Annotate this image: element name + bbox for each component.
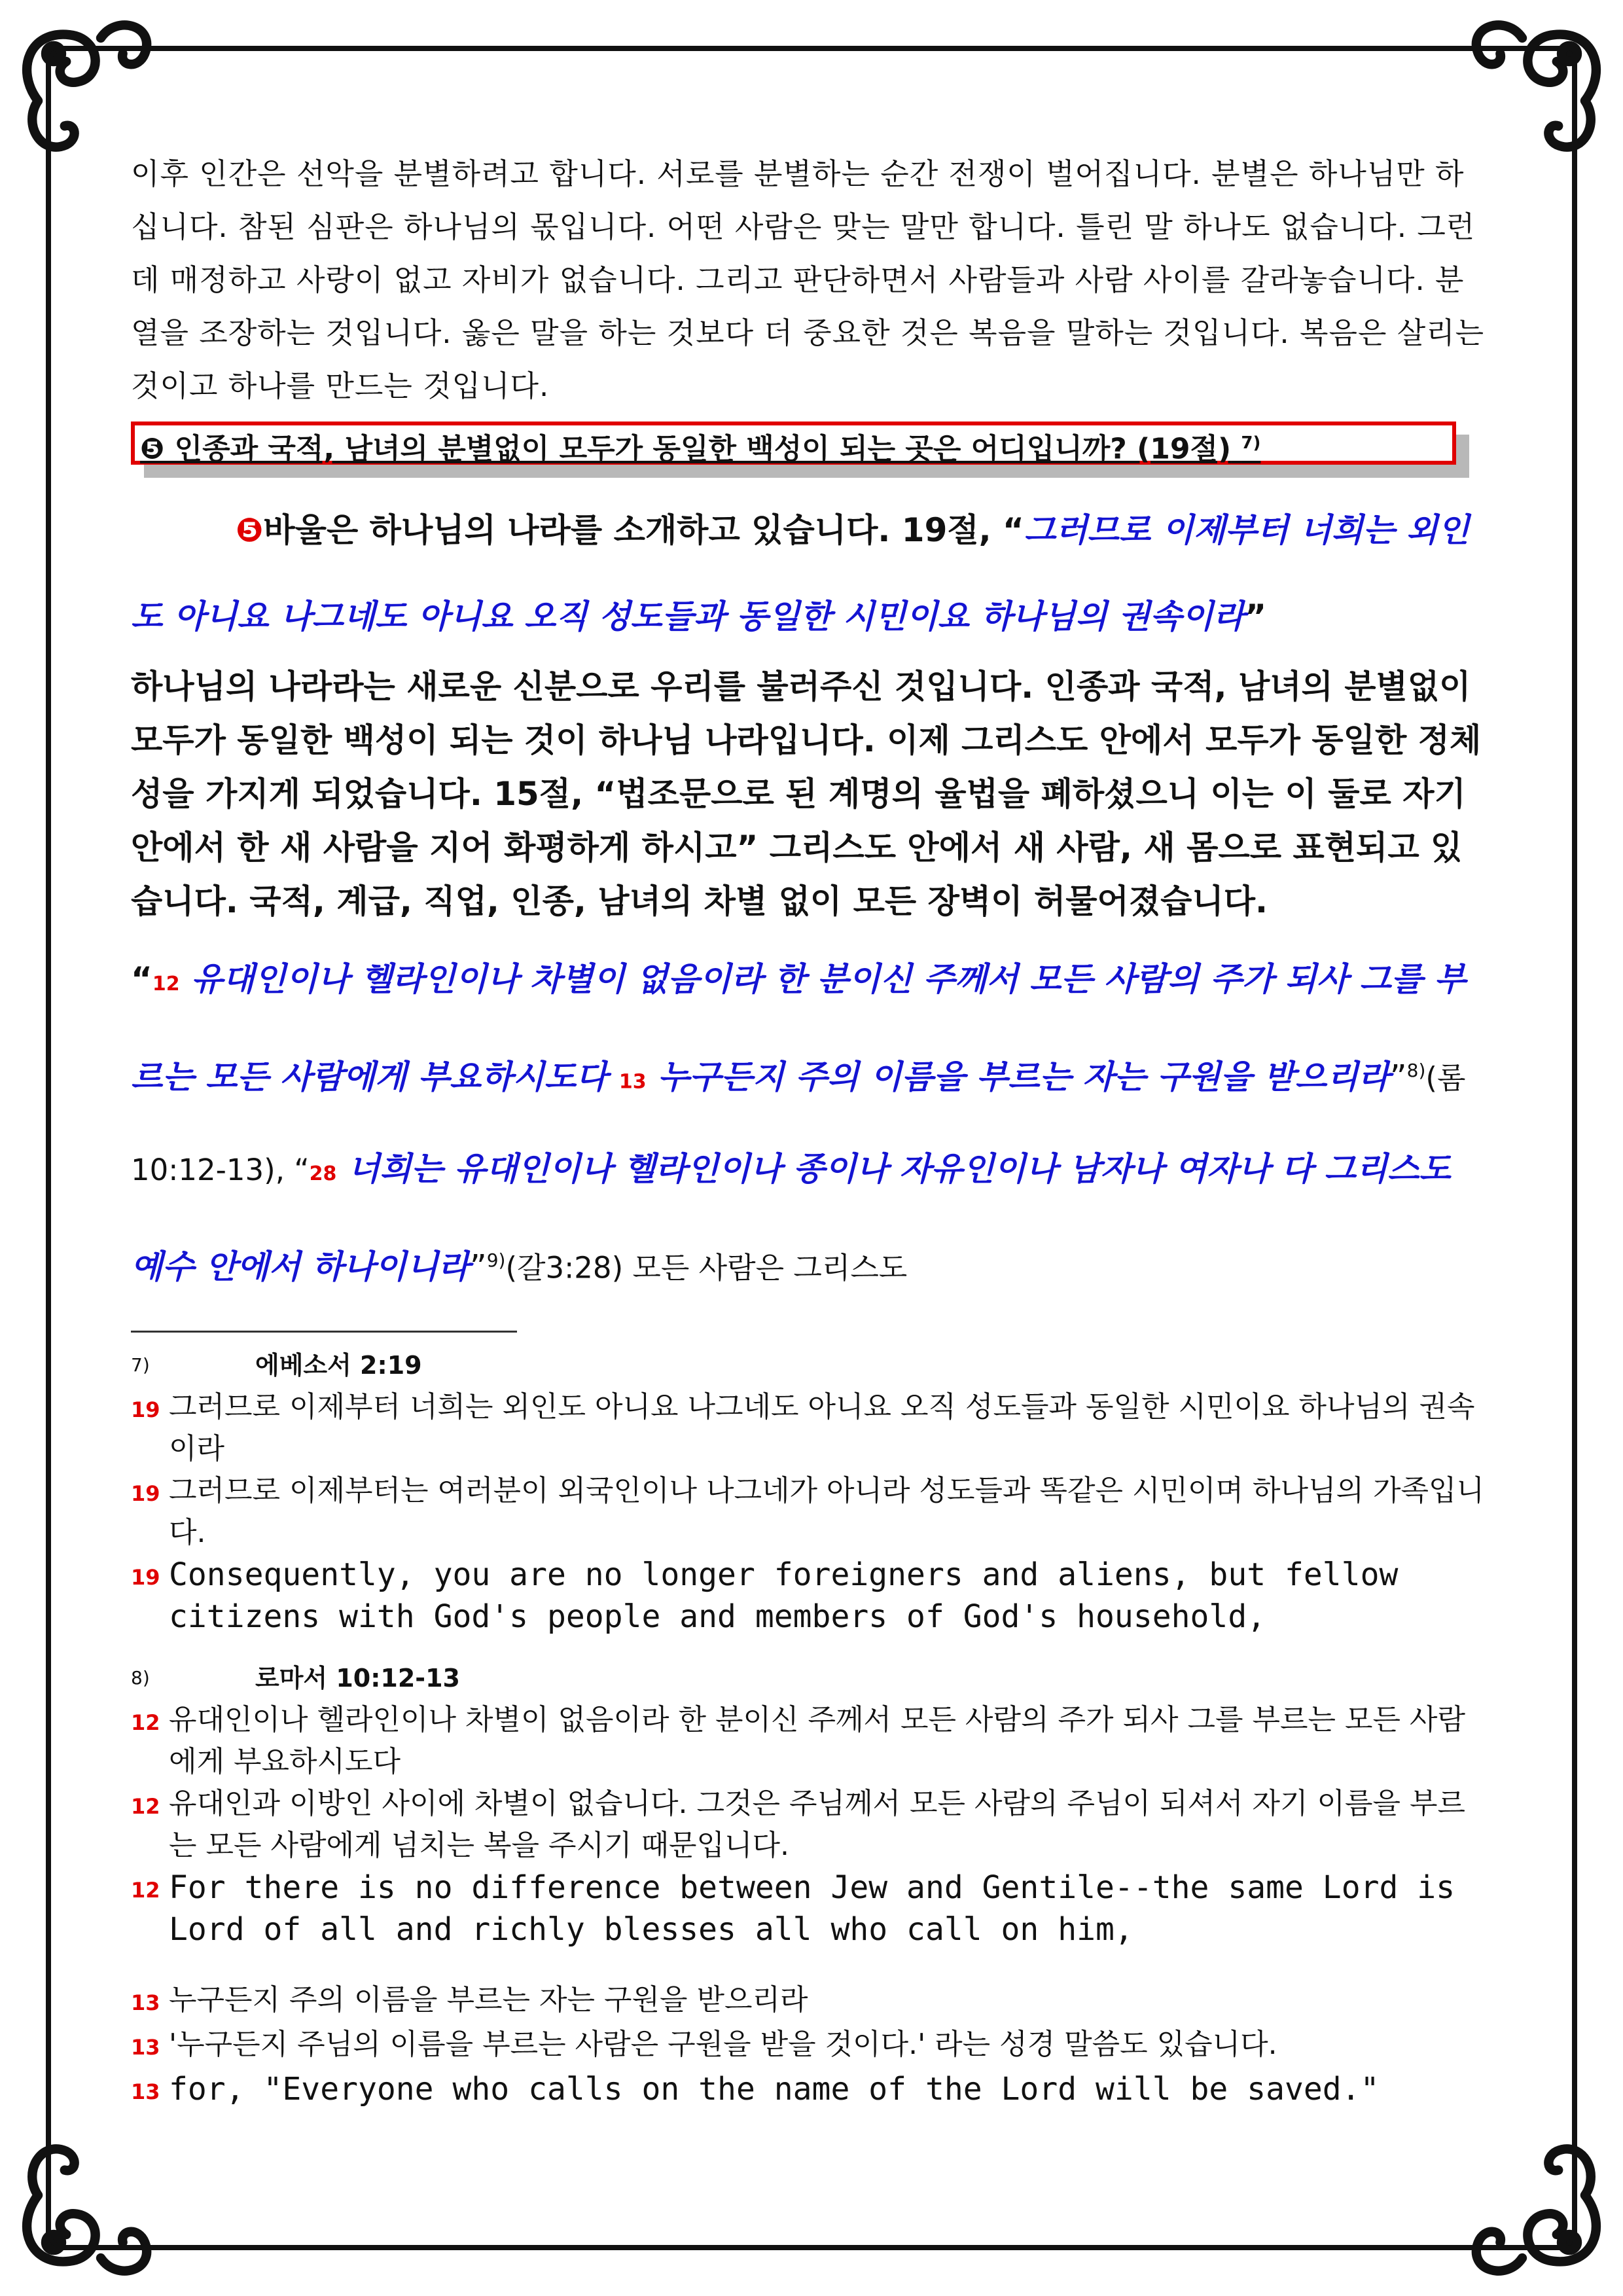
verse-number: 12 (131, 1710, 160, 1736)
verse-text: 유대인과 이방인 사이에 차별이 없습니다. 그것은 주님께서 모든 사람의 주님이 되셔서 자기 이름을 부르는 모든 사람에게 넘치는 복을 주시기 때문입니다. (169, 1787, 1465, 1863)
verse-number: 19 (131, 1565, 160, 1590)
scripture-block (131, 936, 1492, 1311)
verse-number: 12 (131, 1794, 160, 1820)
footnote-8-line (131, 1867, 1492, 1950)
verse-number: 13 (131, 2079, 160, 2105)
body-paragraph: 이후 인간은 선악을 분별하려고 합니다. 서로를 분별하는 순간 전쟁이 벌어집니다. 분별은 하나님만 하십니다. 참된 심판은 하나님의 몫입니다. 어떤 사람은 맞는 말만 합니다. 틀린 말 하나도 없습니다. 그런데 매정하고 사랑이 없고 자비가 없습니다. 그리고 판단하면서 사람들과 사람 사이를 갈라놓습니다. 분열을 조장하는 것입니다. 옳은 말을 하는 것보다 더 중요한 것은 복음을 말하는 것입니다. 복음은 살리는 것이고 하나를 만드는 것입니다. (131, 156, 1485, 403)
footnote-7-header (131, 1344, 1492, 1386)
verse-text: 그러므로 이제부터 너희는 외인도 아니요 나그네도 아니요 오직 성도들과 동일한 시민이요 하나님의 권속이라 (169, 1390, 1475, 1466)
footnote-ref-9[interactable]: 9) (486, 1249, 506, 1271)
page-content (131, 147, 1492, 2113)
question-box (131, 422, 1469, 471)
corner-ornament-top-right (1459, 7, 1616, 164)
verse-12-text: 유대인이나 헬라인이나 차별이 없음이라 한 분이신 주께서 모든 사람의 주가 되사 그를 부르는 모든 사람에게 부요하시도다 (131, 960, 1466, 1096)
corner-ornament-top-left (7, 7, 164, 164)
footnote-8-line (131, 2068, 1492, 2113)
question-text-box (131, 422, 1456, 465)
verse-text: 그러므로 이제부터는 여러분이 외국인이나 나그네가 아니라 성도들과 똑같은 시민이며 하나님의 가족입니다. (169, 1474, 1485, 1550)
verse-number: 19 (131, 1397, 160, 1423)
footnote-8-reference: 로마서 10:12-13 (255, 1664, 460, 1693)
verse-number: 13 (131, 1990, 160, 2016)
footnote-8-line (131, 1783, 1492, 1867)
verse-28-text: 너희는 유대인이나 헬라인이나 종이나 자유인이나 남자나 여자나 다 그리스도 예수 안에서 하나이니라 (131, 1149, 1451, 1286)
footnote-7-line (131, 1386, 1492, 1470)
verse-text: 누구든지 주의 이름을 부르는 자는 구원을 받으리라 (169, 1983, 808, 2017)
answer-body: 하나님의 나라라는 새로운 신분으로 우리를 불러주신 것입니다. 인종과 국적, 남녀의 분별없이 모두가 동일한 백성이 되는 것이 하나님 나라입니다. 이제 그리스도 안에서 모두가 동일한 정체성을 가지게 되었습니다. 15절, “법조문으로 된 계명의 율법을 폐하셨으니 이는 이 둘로 자기 안에서 한 새 사람을 지어 화평하게 하시고” 그리스도 안에서 새 사람, 새 몸으로 표현되고 있습니다. 국적, 계급, 직업, 인종, 남녀의 차별 없이 모든 장벽이 허물어졌습니다. (131, 668, 1482, 920)
verse-text: 유대인이나 헬라인이나 차별이 없음이라 한 분이신 주께서 모든 사람의 주가 되사 그를 부르는 모든 사람에게 부요하시도다 (169, 1703, 1465, 1779)
verse-text: Consequently, you are no longer foreigners and aliens, but fellow citizens with God's people and members of God's household, (169, 1556, 1399, 1636)
ref2-text: (갈3:28) 모든 사람은 그리스도 (505, 1250, 908, 1285)
verse-number-12: 12 (152, 973, 180, 996)
verse-number: 12 (131, 1878, 160, 1903)
answer-intro-text: 바울은 하나님의 나라를 소개하고 있습니다. 19절, “ (263, 511, 1024, 549)
verse-number: 13 (131, 2035, 160, 2060)
footnote-8-line (131, 1699, 1492, 1783)
verse-number-28: 28 (309, 1162, 337, 1185)
footnote-ref-8[interactable]: 8) (1406, 1060, 1426, 1081)
question-text: ❺ 인종과 국적, 남녀의 분별없이 모두가 동일한 백성이 되는 곳은 어디입니까? (19절) (140, 432, 1232, 466)
footnote-separator (131, 1331, 517, 1333)
footnote-7-line (131, 1470, 1492, 1554)
footnote-8-line (131, 2024, 1492, 2068)
footnote-8-line (131, 1979, 1492, 2024)
verse-text: For there is no difference between Jew and Gentile--the same Lord is Lord of all and richly blesses all who call on him, (169, 1869, 1455, 1948)
footnote-ref-7[interactable]: 7) (1241, 433, 1261, 453)
footnote-7 (131, 1344, 1492, 1638)
verse-13-text: 누구든지 주의 이름을 부르는 자는 구원을 받으리라 (646, 1057, 1390, 1096)
footnote-7-reference: 에베소서 2:19 (255, 1351, 422, 1380)
verse-text: '누구든지 주님의 이름을 부르는 사람은 구원을 받을 것이다.' 라는 성경 말씀도 있습니다. (169, 2028, 1277, 2062)
answer-marker: ❺ (236, 511, 264, 549)
scripture-open-quote: “ (131, 960, 152, 998)
ref1-text: (롬10:12-13), “ (131, 1060, 1466, 1187)
ref1-close: ” (1389, 1058, 1407, 1096)
verse-number-13: 13 (618, 1070, 647, 1094)
ref2-close: ” (469, 1247, 487, 1286)
footnote-8 (131, 1657, 1492, 2113)
corner-ornament-bottom-right (1459, 2132, 1616, 2289)
verse-text: for, "Everyone who calls on the name of the Lord will be saved." (169, 2071, 1380, 2108)
footnote-8-mark: 8) (131, 1667, 150, 1689)
footnote-7-mark: 7) (131, 1354, 150, 1376)
answer-intro (131, 487, 1492, 660)
footnote-7-line (131, 1554, 1492, 1638)
footnote-gap (131, 1950, 1492, 1979)
corner-ornament-bottom-left (7, 2132, 164, 2289)
footnote-8-header (131, 1657, 1492, 1699)
answer-quote-close: ” (1245, 598, 1267, 636)
answer-quote: 그러므로 이제부터 너희는 외인도 아니요 나그네도 아니요 오직 성도들과 동일한 시민이요 하나님의 권속이라 (131, 511, 1470, 636)
verse-number: 19 (131, 1481, 160, 1507)
